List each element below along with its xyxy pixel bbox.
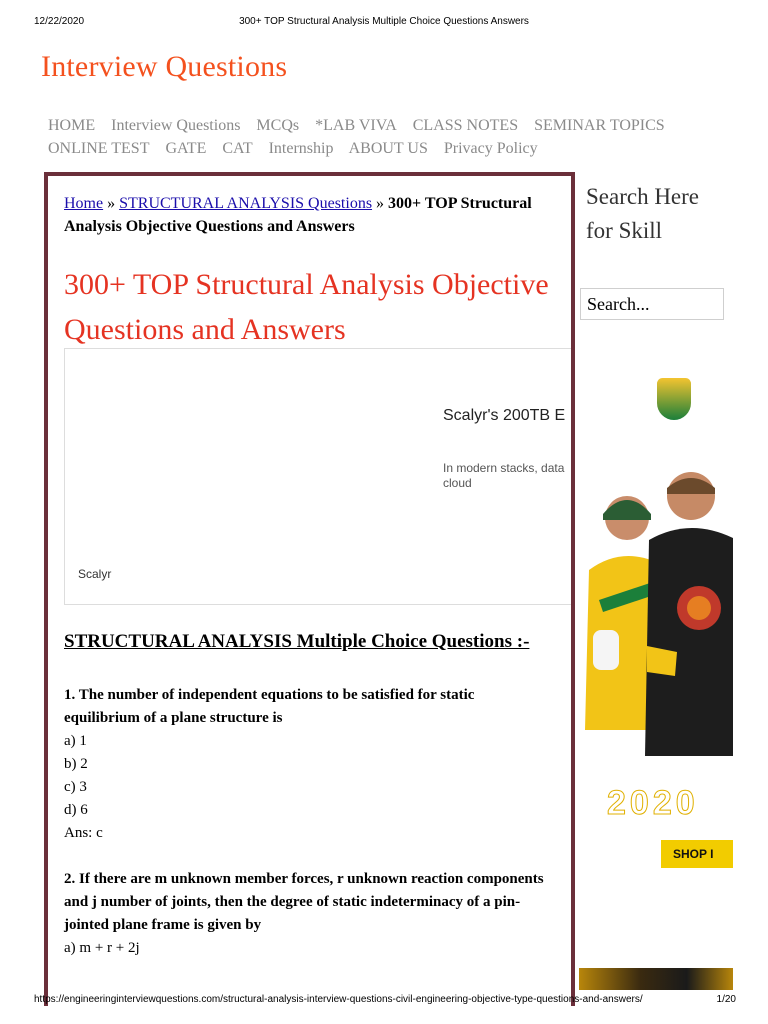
question-text: 1. The number of independent equations to be satisfied for static equilibrium of a plane structure is: [64, 687, 475, 726]
search-input[interactable]: [580, 288, 724, 320]
breadcrumb-current: 300+ TOP Structural Analysis Objective Questions and Answers: [64, 195, 532, 235]
question-list: [64, 684, 544, 983]
breadcrumb-home-link[interactable]: Home: [64, 195, 104, 212]
question-item: [64, 684, 544, 845]
nav-item-online-test[interactable]: ONLINE TEST: [48, 140, 150, 157]
team-crest-icon: [657, 378, 691, 420]
sidebar-ad-banner[interactable]: [579, 340, 733, 990]
nav-item-seminar-topics[interactable]: SEMINAR TOPICS: [534, 117, 665, 134]
post-title: 300+ TOP Structural Analysis Objective Questions and Answers: [64, 268, 549, 346]
search-widget-label: Search Here for Skill: [586, 184, 700, 243]
question-text: 2. If there are m unknown member forces, r unknown reaction components and j number of joints, then the degree of static indeterminacy of a pin-jointed plane frame is given by: [64, 871, 544, 933]
print-doc-title: 300+ TOP Structural Analysis Multiple Choice Questions Answers: [239, 16, 529, 27]
option-a: a) m + r + 2j: [64, 940, 140, 956]
ad-bottom-strip: [579, 968, 733, 990]
section-heading: STRUCTURAL ANALYSIS Multiple Choice Questions :-: [64, 631, 530, 652]
ad-headline[interactable]: Scalyr's 200TB E: [443, 407, 566, 424]
question-item: [64, 868, 544, 960]
nav-item-interview-questions[interactable]: Interview Questions: [111, 117, 241, 134]
player-image-right: [641, 466, 733, 756]
sponsored-ad[interactable]: [64, 348, 575, 605]
nav-item-lab-viva[interactable]: *LAB VIVA: [315, 117, 397, 134]
nav-item-about-us[interactable]: ABOUT US: [348, 140, 428, 157]
nav-item-mcqs[interactable]: MCQs: [256, 117, 300, 134]
article-content-box: [44, 172, 575, 1006]
print-date: 12/22/2020: [34, 16, 85, 27]
shop-now-button[interactable]: SHOP I: [661, 840, 733, 868]
nav-item-gate[interactable]: GATE: [165, 140, 207, 157]
option-b: b) 2: [64, 756, 88, 772]
answer-text: Ans: c: [64, 825, 103, 841]
breadcrumb: [64, 192, 544, 238]
print-page-number: 1/20: [716, 994, 736, 1005]
nav-item-home[interactable]: HOME: [48, 117, 96, 134]
option-c: c) 3: [64, 779, 87, 795]
ad-advertiser[interactable]: Scalyr: [78, 567, 112, 581]
breadcrumb-category-link[interactable]: STRUCTURAL ANALYSIS Questions: [119, 195, 373, 212]
nav-item-cat[interactable]: CAT: [222, 140, 253, 157]
site-title[interactable]: Interview Questions: [41, 50, 288, 83]
nav-item-class-notes[interactable]: CLASS NOTES: [412, 117, 519, 134]
option-a: a) 1: [64, 733, 87, 749]
print-url: https://engineeringinterviewquestions.com/structural-analysis-interview-questions-civil-engineering-objective-type-questions-and-answers/: [34, 994, 643, 1005]
main-nav: [48, 114, 728, 160]
ad-description: In modern stacks, data cloud: [443, 461, 565, 490]
breadcrumb-separator: »: [372, 195, 389, 212]
breadcrumb-separator: »: [103, 195, 120, 212]
ad-year-text: 2020: [607, 784, 699, 822]
option-d: d) 6: [64, 802, 88, 818]
nav-item-internship[interactable]: Internship: [268, 140, 334, 157]
nav-item-privacy-policy[interactable]: Privacy Policy: [443, 140, 538, 157]
